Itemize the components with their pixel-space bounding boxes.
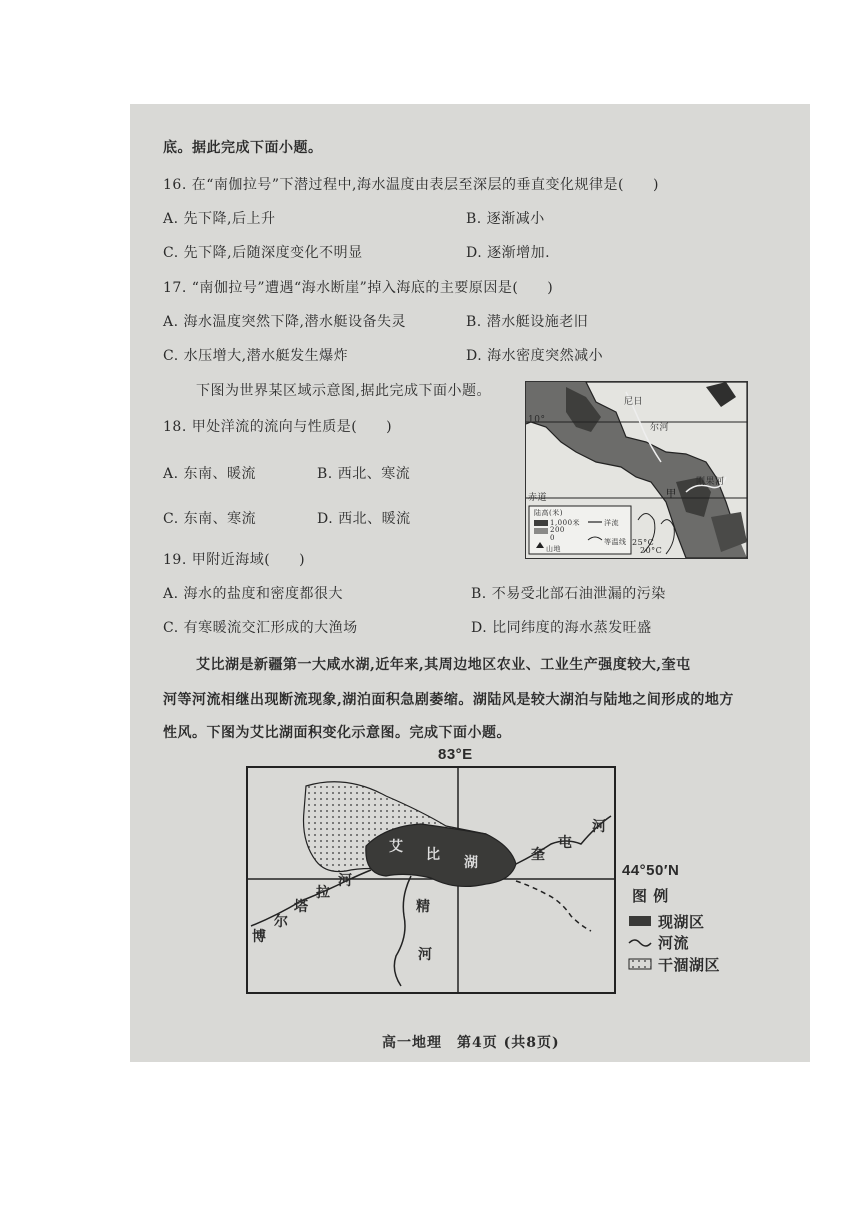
bortala-char-5: 河: [338, 873, 353, 889]
q16-stem: 16. 在“南伽拉号”下潜过程中,海水温度由表层至深层的垂直变化规律是( ): [163, 177, 659, 193]
q17-option-d: D. 海水密度突然减小: [466, 348, 604, 364]
kuitun-char-3: 河: [592, 819, 607, 835]
q19-option-b: B. 不易受北部石油泄漏的污染: [471, 586, 666, 602]
jing-char-2: 河: [418, 947, 433, 963]
legend-hill: 山地: [546, 545, 561, 553]
bortala-char-2: 尔: [274, 914, 289, 930]
equator-label: 赤道: [528, 493, 548, 503]
legend-title: 陆高(米): [534, 509, 563, 517]
kuitun-char-2: 屯: [558, 835, 573, 851]
jia-label: 甲: [666, 489, 677, 500]
niger-river-label: 尔河: [650, 423, 670, 433]
legend-200: 200: [550, 526, 565, 534]
intro-tail: 底。据此完成下面小题。: [163, 140, 323, 156]
aibi-line-2: 河等河流相继出现断流现象,湖泊面积急剧萎缩。湖陆风是较大湖泊与陆地之间形成的地方: [163, 692, 734, 708]
q16-option-c: C. 先下降,后随深度变化不明显: [163, 245, 363, 261]
q19-option-a: A. 海水的盐度和密度都很大: [163, 586, 344, 602]
q16-option-d: D. 逐渐增加.: [466, 245, 551, 261]
q19-option-c: C. 有寒暖流交汇形成的大渔场: [163, 620, 358, 636]
bortala-char-3: 塔: [294, 899, 309, 915]
q17-stem: 17. “南伽拉号”遭遇“海水断崖”掉入海底的主要原因是( ): [163, 280, 554, 296]
jing-char-1: 精: [416, 899, 431, 915]
q18-option-d: D. 西北、暖流: [317, 511, 411, 527]
map-intro: 下图为世界某区域示意图,据此完成下面小题。: [196, 383, 491, 399]
q17-option-b: B. 潜水艇设施老旧: [466, 314, 589, 330]
legend-current: 洋流: [604, 519, 619, 527]
aibi-line-1: 艾比湖是新疆第一大咸水湖,近年来,其周边地区农业、工业生产强度较大,奎屯: [196, 657, 691, 673]
lon-label: 83°E: [438, 746, 473, 763]
congo-river-label: 刚果河: [696, 477, 725, 487]
bortala-char-1: 博: [252, 929, 267, 945]
q18-option-b: B. 西北、寒流: [317, 466, 411, 482]
legend-dry-lake: 干涸湖区: [658, 956, 721, 974]
q19-option-d: D. 比同纬度的海水蒸发旺盛: [471, 620, 652, 636]
q19-stem: 19. 甲附近海域( ): [163, 552, 306, 568]
q16-option-a: A. 先下降,后上升: [163, 211, 276, 227]
niger-label: 尼日: [624, 397, 644, 407]
page-footer: 高一地理 第4页 (共8页): [382, 1035, 560, 1051]
legend-current-lake: 现湖区: [658, 913, 705, 931]
ebinur-lake-map: [246, 746, 786, 994]
temp-25-label: 25°C: [632, 538, 655, 547]
legend-title: 图 例: [632, 887, 669, 905]
legend-isotherm: 等温线: [604, 538, 627, 546]
lat-10-label: 10°: [528, 415, 546, 425]
temp-20-label: 20°C: [640, 546, 663, 555]
legend-river: 河流: [658, 934, 690, 952]
aibi-line-3: 性风。下图为艾比湖面积变化示意图。完成下面小题。: [163, 725, 511, 741]
lat-label: 44°50′N: [622, 862, 680, 879]
lake-char-3: 湖: [464, 855, 479, 871]
kuitun-char-1: 奎: [531, 847, 546, 863]
bortala-char-4: 拉: [316, 885, 331, 901]
q17-option-a: A. 海水温度突然下降,潜水艇设备失灵: [163, 314, 406, 330]
lake-char-2: 比: [426, 847, 441, 863]
africa-region-map: [525, 381, 748, 559]
q18-stem: 18. 甲处洋流的流向与性质是( ): [163, 419, 393, 435]
legend-1000: 1,000米: [550, 519, 581, 527]
q18-option-a: A. 东南、暖流: [163, 466, 257, 482]
q16-option-b: B. 逐渐减小: [466, 211, 545, 227]
q18-option-c: C. 东南、寒流: [163, 511, 257, 527]
q17-option-c: C. 水压增大,潜水艇发生爆炸: [163, 348, 349, 364]
lake-char-1: 艾: [389, 839, 404, 855]
legend-0: 0: [550, 534, 555, 542]
